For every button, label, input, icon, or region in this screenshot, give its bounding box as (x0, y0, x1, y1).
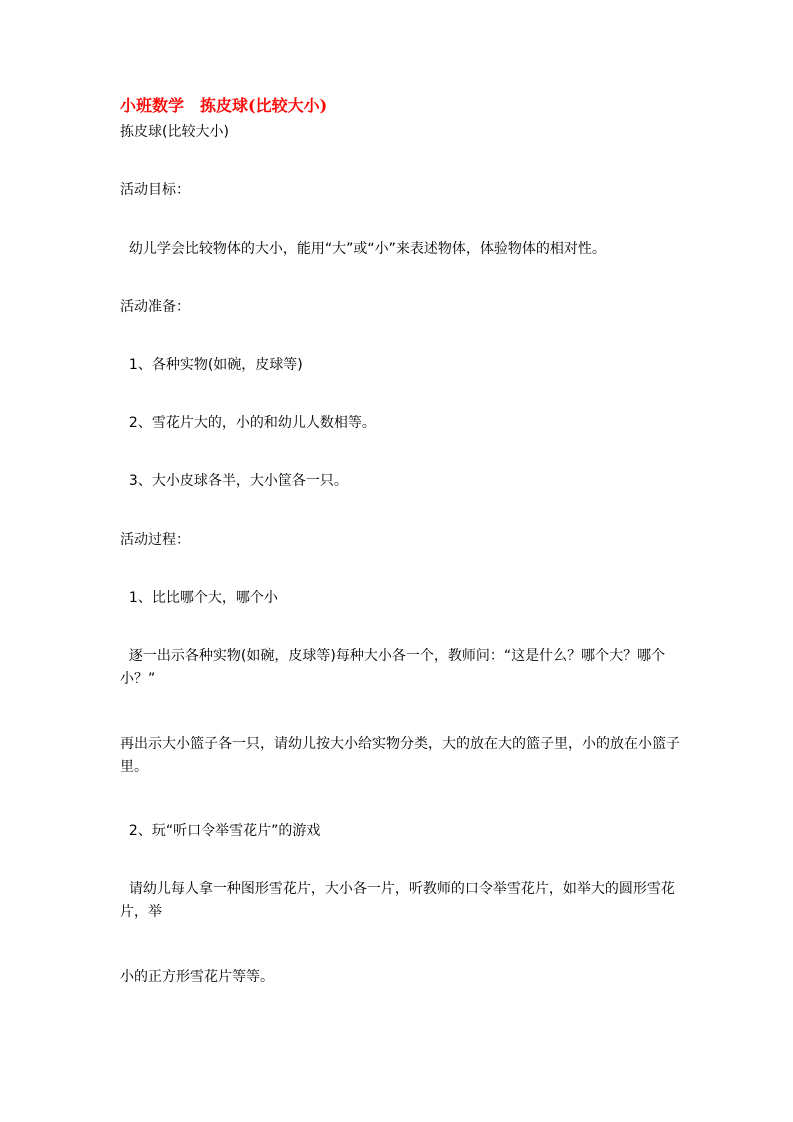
goal-text: 幼儿学会比较物体的大小，能用“大”或“小”来表述物体，体验物体的相对性。 (120, 241, 606, 257)
prep-item-1: 1、各种实物(如碗，皮球等) (120, 357, 303, 373)
step2-heading: 2、玩“听口令举雪花片”的游戏 (120, 823, 321, 839)
prep-heading: 活动准备： (120, 299, 190, 315)
goal-heading: 活动目标： (120, 182, 190, 198)
prep-item-2: 2、雪花片大的，小的和幼儿人数相等。 (120, 415, 376, 431)
step2-text: 请幼儿每人拿一种图形雪花片，大小各一片，听教师的口令举雪花片，如举大的圆形雪花片，举 (120, 881, 675, 920)
step1-text: 逐一出示各种实物(如碗，皮球等)每种大小各一个，教师问：“这是什么？哪个大？哪个小？” (120, 648, 666, 687)
document-title: 小班数学 拣皮球(比较大小) (120, 96, 328, 115)
prep-item-3: 3、大小皮球各半，大小筐各一只。 (120, 473, 348, 489)
step2-text-2: 小的正方形雪花片等等。 (120, 969, 274, 985)
step1-heading: 1、比比哪个大，哪个小 (120, 590, 278, 606)
step1-text-2: 再出示大小篮子各一只，请幼儿按大小给实物分类，大的放在大的篮子里，小的放在小篮子里。 (120, 736, 680, 775)
process-heading: 活动过程： (120, 532, 190, 548)
document-subtitle: 拣皮球(比较大小) (120, 124, 229, 140)
